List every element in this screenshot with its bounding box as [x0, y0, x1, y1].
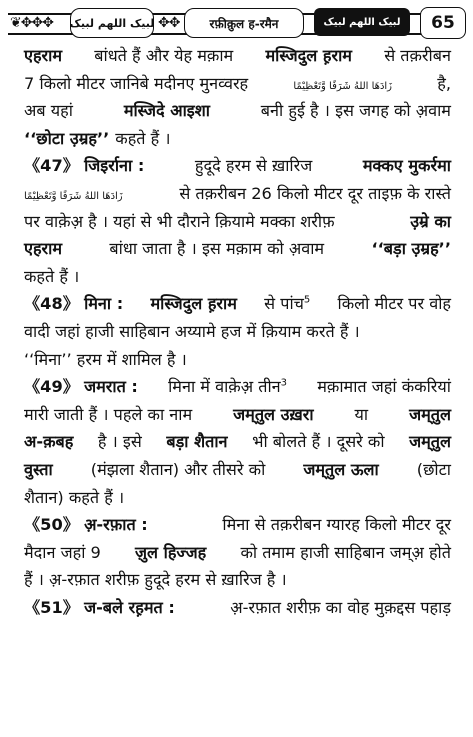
entry-number: 《50》 [24, 515, 79, 535]
text-line [24, 539, 451, 567]
arabic-blessing: زَادَهَا اللهُ شَرَفًا وَّتَعْظِيْمًا [24, 190, 123, 202]
entry-51 [24, 594, 451, 622]
text-line [24, 42, 451, 70]
text-span: मैदान जहां 9 [24, 542, 101, 562]
term-aqabah: अ-क़बह [24, 432, 74, 452]
text-span: भी बोलते हैं । दूसरे को [252, 432, 385, 452]
term-bada-shaitan: बड़ा शैतान [166, 432, 228, 452]
text-line [24, 401, 451, 429]
term-ehram: एहराम [24, 239, 63, 259]
page-body [24, 42, 451, 621]
text-line [24, 70, 451, 98]
text-span: से पांच [264, 294, 304, 314]
text-span: को तमाम हाजी साहिबान जम्अ़ होते [240, 542, 451, 562]
text-line [24, 125, 451, 153]
term-jamratul: जम्‌तुल [409, 432, 451, 452]
text-span: शैतान) कहते हैं । [24, 487, 125, 507]
ornament-left: ❦✥✥✥ [10, 15, 53, 31]
entry-term: मिना : [84, 294, 124, 314]
text-span: मक़ामात जहां कंकरियां [317, 377, 451, 397]
entry-term: ज-बले रह़मत : [84, 597, 175, 617]
text-line [24, 180, 451, 208]
text-line [24, 484, 451, 512]
text-span: या [354, 404, 369, 424]
term-wusta: वुस्ता [24, 459, 53, 479]
entry-50 [24, 511, 451, 539]
page-number: 65 [420, 7, 466, 39]
term-ehram: एहराम [24, 46, 63, 65]
ornament-middle: ✥✥ [158, 15, 180, 31]
text-span: कहते हैं । [115, 128, 171, 148]
text-span: हैं । अ़-रफ़ात शरीफ़ हुदूदे हरम से ख़ारिज है । [24, 570, 287, 590]
text-line [24, 346, 451, 374]
text-span: किलो मीटर पर वोह [337, 294, 451, 314]
term-jamratul-oola: जम्‌तुल ऊला [303, 459, 379, 479]
term-masjidul-haram: मस्जिदुल ह़राम [150, 294, 237, 314]
entry-number: 《49》 [24, 377, 79, 397]
header-logo: لبیک اللهم لبیک [314, 8, 410, 36]
text-span: अब यहां [24, 101, 73, 121]
term-masjidul-haram: मस्जिदुल ह़राम [265, 46, 352, 65]
entry-term: जिइर्राना : [84, 156, 145, 176]
text-line [24, 235, 451, 263]
term-zul-hijjah: ज़ुल हिज्जह [135, 542, 207, 562]
entry-term: अ़-रफ़ात : [84, 515, 148, 535]
entry-47 [24, 152, 451, 180]
text-span: से तक़रीबन [384, 46, 451, 65]
text-line [24, 263, 451, 291]
text-span: (छोटा [416, 459, 451, 479]
entry-term: जमरात : [84, 377, 138, 397]
term-chhota-umrah: ‘‘छोटा उ़म्रह’’ [24, 128, 110, 148]
term-makkae-mukarrama: मक्कए मुकर्रमा [362, 156, 451, 176]
text-line [24, 318, 451, 346]
text-span: मिना से तक़रीबन ग्यारह किलो मीटर दूर [222, 515, 451, 535]
text-span: कहते हैं । [24, 266, 80, 286]
text-span: बनी हुई है । इस जगह को अ़वाम [260, 101, 451, 121]
arabic-label-box: لبیک اللهم لبیک [70, 8, 154, 38]
text-line [24, 97, 451, 125]
page-header [8, 6, 465, 40]
text-span: हुदूदे हरम से ख़ारिज [194, 156, 313, 176]
text-line [24, 428, 451, 456]
term-jamratul-ukhra: जम्‌तुल उख़रा [233, 404, 314, 424]
text-span: बांधते हैं और येह मक़ाम [94, 46, 234, 65]
text-span: ‘‘मिना’’ हरम में शामिल है । [24, 349, 187, 369]
text-span: मिना में वाक़ेअ़ तीन [168, 377, 281, 397]
entry-49 [24, 373, 451, 401]
book-title: रफ़ीक़ुल ह-रमैन [184, 8, 304, 38]
term-masjide-aisha: मस्जिदे आइशा [123, 101, 210, 121]
footnote-marker: 5 [303, 294, 311, 306]
footnote-marker: 3 [280, 377, 288, 389]
text-span: (मंझला शैतान) और तीसरे को [90, 459, 266, 479]
text-span: है । इसे [97, 432, 142, 452]
term-bada-umrah: ‘‘बड़ा उ़म्रह’’ [371, 239, 451, 259]
entry-48 [24, 290, 451, 318]
term-jamratul: जम्‌तुल [409, 404, 451, 424]
text-span: से तक़रीबन 26 किलो मीटर दूर ताइफ़ के रास्ते [179, 183, 451, 203]
entry-number: 《48》 [24, 294, 79, 314]
entry-number: 《47》 [24, 156, 79, 176]
text-line [24, 456, 451, 484]
text-span: है, [437, 73, 451, 93]
text-span: बांधा जाता है । इस मक़ाम को अ़वाम [109, 239, 325, 259]
term-umre-ka: उ़म्रे का [410, 211, 451, 231]
entry-number: 《51》 [24, 597, 79, 617]
arabic-blessing: زَادَهَا اللهُ شَرَفًا وَّتَعْظِيْمًا [293, 80, 393, 92]
text-span: पर वाक़ेअ़ है । यहां से भी दौराने क़ियामे मक्का शरीफ़ [24, 211, 335, 231]
text-span: मारी जाती हैं । पहले का नाम [24, 404, 193, 424]
text-line [24, 208, 451, 236]
text-span: अ़-रफ़ात शरीफ़ का वोह मुक़द्दस पहाड़ [230, 597, 451, 617]
text-span: 7 किलो मीटर जानिबे मदीनए मुनव्वरह [24, 73, 249, 93]
text-span: वादी जहां हाजी साहिबान अय्यामे हज में क़ियाम करते हैं । [24, 321, 360, 341]
text-line [24, 566, 451, 594]
